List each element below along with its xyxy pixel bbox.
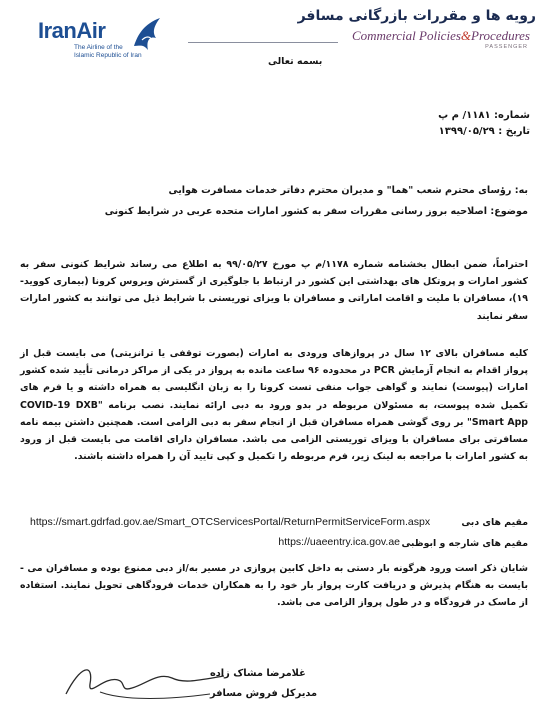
basmala: بسمه تعالی xyxy=(268,56,323,67)
department-title-en xyxy=(352,28,530,44)
sharjah-abudhabi-residents-label: مقیم های شارجه و ابوظبی xyxy=(401,538,528,549)
signer-title: مدیرکل فروش مسافر xyxy=(210,688,318,699)
signer-name: غلامرضا مشاک زاده xyxy=(210,668,306,679)
department-title-fa: رویه ها و مقررات بازرگانی مسافر xyxy=(297,8,536,24)
paragraph-intro: احتراماً، ضمن ابطال بخشنامه شماره ۱۱۷۸/م پ مورخ ۹۹/۰۵/۲۷ به اطلاع می رساند شرایط کنونی سفر به کشور امارات و پروتکل های بهداشتی این کشور در ارتباط با جلوگیری از گسترش ویروس کرونا (بیماری کووید- ۱۹)، مسافران با ملیت و اقامت اماراتی و مسافران با ویزای توریستی با شرایط ذیل می توانند به کشور امارات سفر نمایند xyxy=(20,259,528,322)
header-divider xyxy=(188,42,338,43)
iranair-logo xyxy=(38,14,168,66)
handwritten-signature xyxy=(60,658,230,708)
letter-number: شماره: ۱۱۸۱/ م پ xyxy=(438,110,530,121)
paragraph-requirements: کلیه مسافران بالای ۱۲ سال در پروازهای ورودی به امارات (بصورت توقفی یا ترانزیتی) می بایست قبل از پرواز اقدام به انجام آزمایش PCR در محدوده ۹۶ ساعت مانده به پرواز در یکی از مراکز درمانی تأیید شده کشور امارات (پیوست) نمایند و گواهی جواب منفی تست کرونا را به زبان انگلیسی به همراه داشته و یا فرم های تکمیل شده پیوست، به مسئولان مربوطه در بدو ورود به دبی ارائه نمایند. نصب برنامه "COVID-19 DXB Smart App" بر روی گوشی همراه مسافران قبل از انجام سفر به دبی الزامی است. همچنین داشتن بیمه نامه مسافرتی برای مسافران با ویزای توریستی الزامی می باشد. مسافران دارای اقامت می بایست قبل از ورود به کشور امارات با مراجعه به لینک زیر، فرم مربوطه را تکمیل و کپی تایید آن را همراه داشته باشند. xyxy=(20,348,529,463)
department-subtitle: PASSENGER xyxy=(485,44,528,50)
paragraph-baggage-mask: شایان ذکر است ورود هرگونه بار دستی به داخل کابین پروازی در مسیر به/از دبی ممنوع بوده و مسافران می - بایست به هنگام پذیرش و دریافت کارت پرواز بار خود را به همکاران خدمات فرودگاهی تحویل نمایند. استفاده از ماسک در فرودگاه و در طول پرواز الزامی می باشد. xyxy=(20,563,528,609)
dubai-residents-label: مقیم های دبی xyxy=(461,517,528,528)
addressee-line: به: رؤسای محترم شعب "هما" و مدیران محترم دفاتر خدمات مسافرت هوایی xyxy=(168,185,528,196)
subject-line: موضوع: اصلاحیه بروز رسانی مقررات سفر به کشور امارات متحده عربی در شرایط کنونی xyxy=(104,206,528,217)
dept-en-ampersand: & xyxy=(460,28,472,43)
logo-wordmark: IranAir xyxy=(38,18,106,43)
sharjah-abudhabi-residents-link[interactable]: https://uaeentry.ica.gov.ae xyxy=(278,536,400,548)
dept-en-part1: Commercial Policies xyxy=(351,28,461,43)
dept-en-part2: Procedures xyxy=(471,28,530,43)
logo-tagline: The Airline of the Islamic Republic of Iran xyxy=(74,44,142,59)
dubai-residents-link[interactable]: https://smart.gdrfad.gov.ae/Smart_OTCServicesPortal/ReturnPermitServiceForm.aspx xyxy=(30,516,431,528)
letter-date: تاریخ : ۱۳۹۹/۰۵/۲۹ xyxy=(438,126,530,137)
